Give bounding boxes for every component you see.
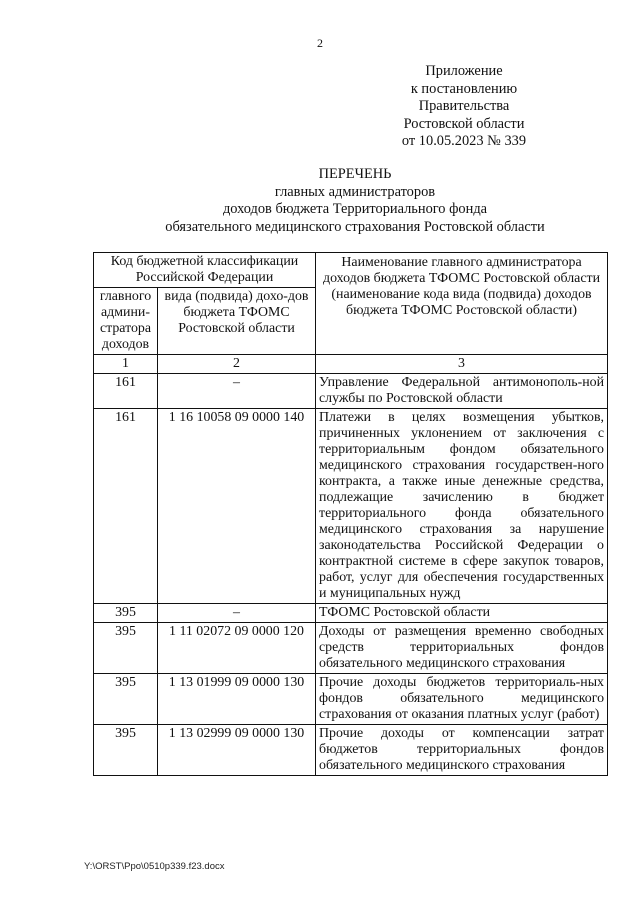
title-line: обязательного медицинского страхования Ростовской области — [165, 218, 545, 235]
appendix-block — [364, 63, 564, 151]
income-code-cell: – — [158, 604, 316, 623]
header-admin-cell: главного админи-стратора доходов — [94, 288, 158, 355]
name-cell: Доходы от размещения временно свободных средств территориальных фондов обязательного медицинского страхования — [316, 623, 608, 674]
income-code-cell: 1 13 01999 09 0000 130 — [158, 674, 316, 725]
appendix-line: от 10.05.2023 № 339 — [401, 133, 527, 149]
table-row — [94, 623, 608, 674]
table-header-row — [94, 253, 608, 288]
income-code-cell: 1 13 02999 09 0000 130 — [158, 725, 316, 776]
income-codes-table — [93, 252, 608, 776]
file-path-footer: Y:\ORST\Ppo\0510p339.f23.docx — [84, 861, 225, 872]
appendix-line: к постановлению — [410, 80, 518, 97]
name-cell: Управление Федеральной антимонополь-ной службы по Ростовской области — [316, 374, 608, 409]
income-code-cell: – — [158, 374, 316, 409]
name-cell: Прочие доходы от компенсации затрат бюджетов территориальных фондов обязательного медицинского страхования — [316, 725, 608, 776]
income-code-cell: 1 16 10058 09 0000 140 — [158, 409, 316, 604]
admin-code-cell: 161 — [94, 374, 158, 409]
name-cell: Платежи в целях возмещения убытков, причиненных уклонением от заключения с территориальным фондом обязательного медицинского страхования государствен-ного контракта, а также иные денежные средства, подлежащие зачислению в бюджет территориального фонда обязательного медицинского страхования за нарушение законодательства Российской Федерации о контрактной системе в сфере закупок товаров, работ, услуг для обеспечения государственных и муниципальных нужд — [316, 409, 608, 604]
title-heading: ПЕРЕЧЕНЬ — [318, 166, 392, 182]
admin-code-cell: 395 — [94, 604, 158, 623]
table-row — [94, 374, 608, 409]
header-code-cell: вида (подвида) дохо-дов бюджета ТФОМС Ростовской области — [158, 288, 316, 355]
column-number: 1 — [94, 355, 158, 374]
table-row — [94, 674, 608, 725]
name-cell: ТФОМС Ростовской области — [316, 604, 608, 623]
table-row — [94, 409, 608, 604]
column-number: 3 — [316, 355, 608, 374]
admin-code-cell: 395 — [94, 725, 158, 776]
header-group-cell: Код бюджетной классификации Российской Федерации — [94, 253, 316, 288]
column-number: 2 — [158, 355, 316, 374]
document-title — [0, 166, 640, 236]
admin-code-cell: 395 — [94, 623, 158, 674]
table-number-row — [94, 355, 608, 374]
title-line: главных администраторов — [274, 183, 436, 200]
header-name-cell: Наименование главного администратора доходов бюджета ТФОМС Ростовской области (наименование кода вида (подвида) доходов бюджета ТФОМС Ростовской области) — [316, 253, 608, 355]
page-number: 2 — [317, 36, 323, 50]
name-cell: Прочие доходы бюджетов территориаль-ных фондов обязательного медицинского страхования от оказания платных услуг (работ) — [316, 674, 608, 725]
table-row — [94, 604, 608, 623]
title-line: доходов бюджета Территориального фонда — [222, 201, 488, 217]
appendix-line: Правительства — [418, 98, 510, 114]
table-row — [94, 725, 608, 776]
appendix-line: Приложение — [425, 63, 503, 79]
admin-code-cell: 161 — [94, 409, 158, 604]
income-code-cell: 1 11 02072 09 0000 120 — [158, 623, 316, 674]
appendix-line: Ростовской области — [403, 115, 525, 132]
admin-code-cell: 395 — [94, 674, 158, 725]
